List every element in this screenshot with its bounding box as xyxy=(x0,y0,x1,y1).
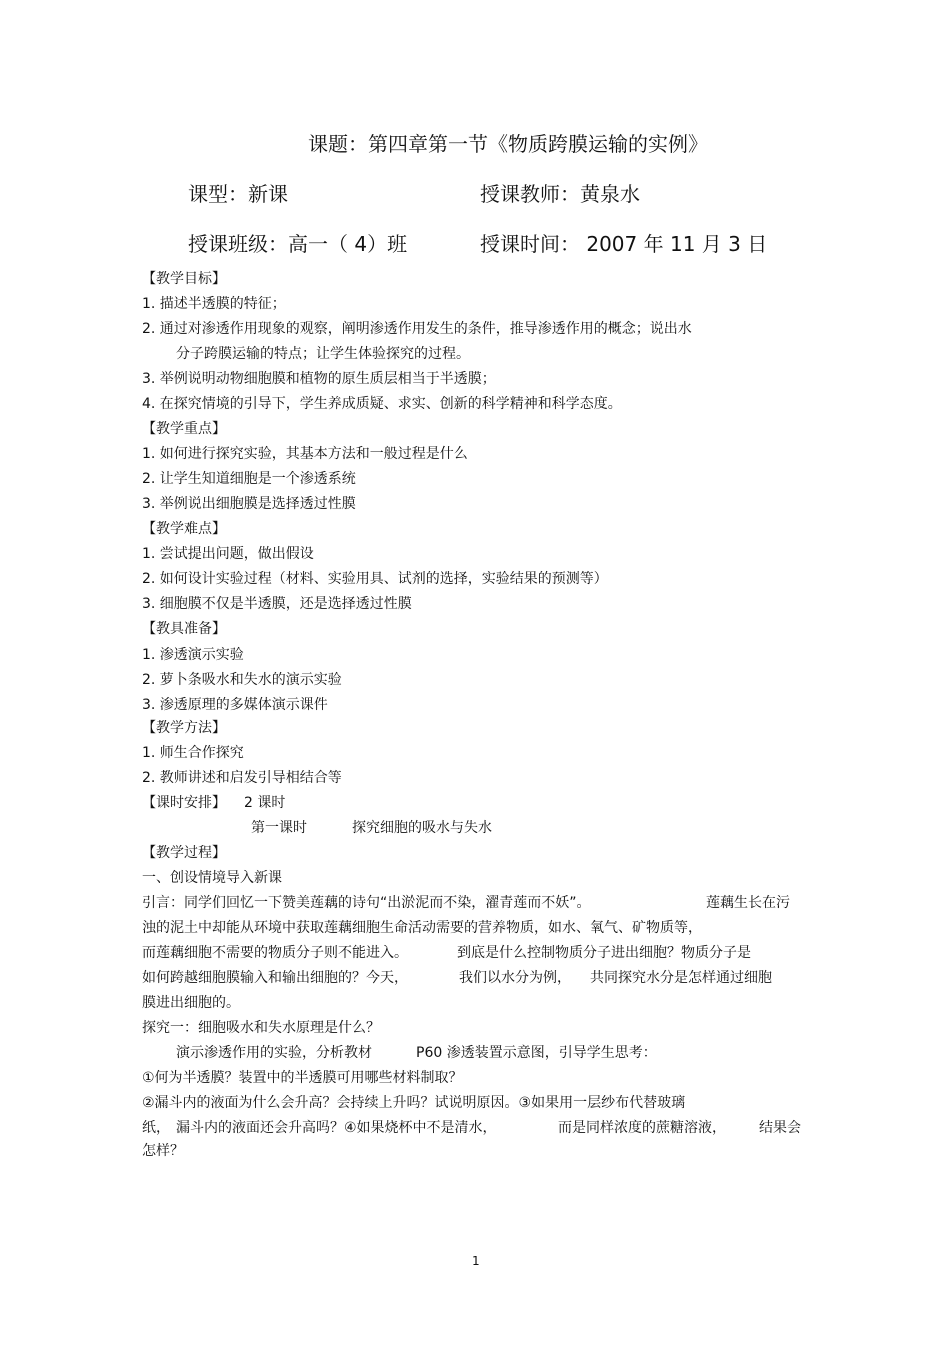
teacher: 授课教师：黄泉水 xyxy=(480,182,640,206)
keypoints-heading: 【教学重点】 xyxy=(142,421,226,437)
difficulty-item: 2. 如何设计实验过程（材料、实验用具、试剂的选择，实验结果的预测等） xyxy=(142,571,608,587)
difficulty-item: 1. 尝试提出问题，做出假设 xyxy=(142,546,314,562)
intro-line: 而莲藕细胞不需要的物质分子则不能进入。 xyxy=(142,945,408,961)
equipment-item: 2. 萝卜条吸水和失水的演示实验 xyxy=(142,672,342,688)
goal-item: 1. 描述半透膜的特征； xyxy=(142,296,286,312)
question-line: ②漏斗内的液面为什么会升高？会持续上升吗？试说明原因。③如果用一层纱布代替玻璃 xyxy=(142,1095,686,1111)
intro-line: 引言：同学们回忆一下赞美莲藕的诗句“出淤泥而不染，濯青莲而不妖”。 xyxy=(142,895,591,911)
page-number: 1 xyxy=(472,1254,480,1268)
process-heading: 【教学过程】 xyxy=(142,845,226,861)
question-line: 而是同样浓度的蔗糖溶液， xyxy=(558,1120,726,1136)
goals-heading: 【教学目标】 xyxy=(142,271,226,287)
question-line: 漏斗内的液面还会升高吗？④如果烧杯中不是清水， xyxy=(176,1120,497,1136)
question-line: 结果会 xyxy=(759,1120,801,1136)
lesson-time: 授课时间： 2007 年 11 月 3 日 xyxy=(480,232,768,256)
intro-line: 我们以水分为例， xyxy=(459,970,571,986)
keypoint-item: 2. 让学生知道细胞是一个渗透系统 xyxy=(142,471,356,487)
goal-item-cont: 分子跨膜运输的特点；让学生体验探究的过程。 xyxy=(176,346,470,362)
question-line: ①何为半透膜？装置中的半透膜可用哪些材料制取？ xyxy=(142,1070,463,1086)
page-title: 课题：第四章第一节《物质跨膜运输的实例》 xyxy=(308,132,708,156)
keypoint-item: 3. 举例说出细胞膜是选择透过性膜 xyxy=(142,496,356,512)
schedule-heading: 【课时安排】 xyxy=(142,795,226,811)
intro-line: 莲藕生长在污 xyxy=(706,895,790,911)
class-name: 授课班级：高一（ 4）班 xyxy=(188,232,408,256)
goal-item: 3. 举例说明动物细胞膜和植物的原生质层相当于半透膜； xyxy=(142,371,496,387)
equipment-item: 3. 渗透原理的多媒体演示课件 xyxy=(142,697,328,713)
difficulties-heading: 【教学难点】 xyxy=(142,521,226,537)
equipment-item: 1. 渗透演示实验 xyxy=(142,647,244,663)
intro-line: 共同探究水分是怎样通过细胞 xyxy=(590,970,772,986)
first-lesson-topic: 探究细胞的吸水与失水 xyxy=(352,820,492,836)
method-item: 1. 师生合作探究 xyxy=(142,745,244,761)
keypoint-item: 1. 如何进行探究实验，其基本方法和一般过程是什么 xyxy=(142,446,468,462)
goal-item: 4. 在探究情境的引导下，学生养成质疑、求实、创新的科学精神和科学态度。 xyxy=(142,396,622,412)
method-item: 2. 教师讲述和启发引导相结合等 xyxy=(142,770,342,786)
schedule-value: 2 课时 xyxy=(244,795,286,811)
intro-line: 膜进出细胞的。 xyxy=(142,995,240,1011)
intro-line: 浊的泥土中却能从环境中获取莲藕细胞生命活动需要的营养物质，如水、氧气、矿物质等， xyxy=(142,920,702,936)
difficulty-item: 3. 细胞膜不仅是半透膜，还是选择透过性膜 xyxy=(142,596,412,612)
demo-text: P60 渗透装置示意图，引导学生思考： xyxy=(416,1045,657,1061)
question-line: 纸， xyxy=(142,1120,170,1136)
demo-text: 演示渗透作用的实验，分析教材 xyxy=(176,1045,372,1061)
question-line: 怎样？ xyxy=(142,1143,184,1159)
goal-item: 2. 通过对渗透作用现象的观察，阐明渗透作用发生的条件，推导渗透作用的概念；说出水 xyxy=(142,321,692,337)
course-type: 课型：新课 xyxy=(188,182,288,206)
inquiry-heading: 探究一：细胞吸水和失水原理是什么？ xyxy=(142,1020,380,1036)
intro-line: 如何跨越细胞膜输入和输出细胞的？今天， xyxy=(142,970,408,986)
equipment-heading: 【教具准备】 xyxy=(142,621,226,637)
section-heading: 一、创设情境导入新课 xyxy=(142,870,282,886)
methods-heading: 【教学方法】 xyxy=(142,720,226,736)
intro-line: 到底是什么控制物质分子进出细胞？物质分子是 xyxy=(457,945,751,961)
first-lesson: 第一课时 xyxy=(251,820,307,836)
